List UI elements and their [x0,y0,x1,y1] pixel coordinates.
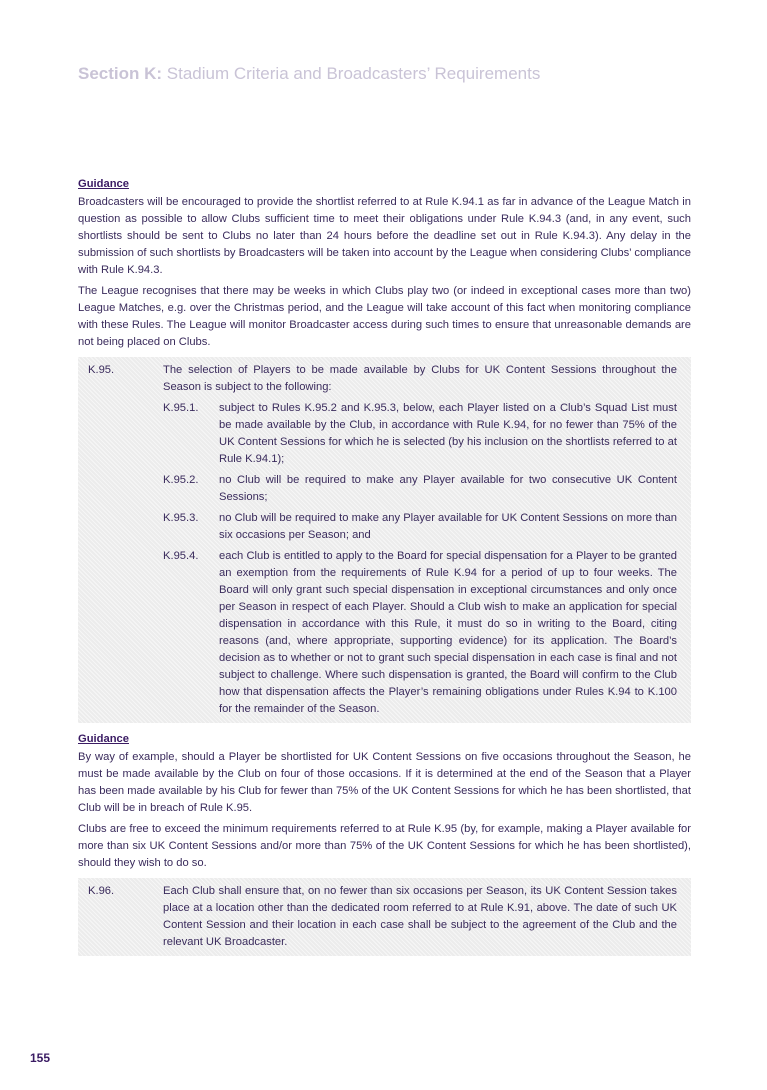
page-content [78,176,691,964]
subrule-number: K.95.1. [163,402,199,414]
rule-k95 [88,362,677,718]
subrule-number: K.95.4. [163,550,199,562]
subrule-k95-4 [163,548,677,718]
guidance-paragraph: The League recognises that there may be weeks in which Clubs play two (or indeed in exceptional cases more than two) League Matches, e.g. over the Christmas period, and the League will take account of this fact when monitoring compliance with these Rules. The League will monitor Broadcaster access during such times to ensure that unreasonable demands are not being placed on Clubs. [78,285,691,348]
guidance-paragraph: By way of example, should a Player be shortlisted for UK Content Sessions on five occasions throughout the Season, he must be made available by the Club on four of those occasions. If it is determined at the end of the Season that a Player has been made available by his Club for fewer than 75% of the UK Content Sessions for which he has been shortlisted, that Club will be in breach of Rule K.95. [78,751,691,814]
guidance-heading: Guidance [78,733,129,745]
subrule-k95-3 [163,510,677,544]
subrule-text: no Club will be required to make any Player available for two consecutive UK Content Sessions; [219,474,677,503]
page-number: 155 [30,1051,51,1065]
page-header [78,64,540,84]
rule-k96 [88,883,677,951]
rule-number: K.95. [88,364,115,376]
guidance-paragraph: Broadcasters will be encouraged to provide the shortlist referred to at Rule K.94.1 as far in advance of the League Match in question as possible to allow Clubs sufficient time to meet their obligations under Rule K.94.3 (and, in any event, such shortlists should be sent to Clubs no later than 24 hours before the deadline set out in Rule K.94.3). Any delay in the submission of such shortlists by Broadcasters will be taken into account by the League when considering Clubs’ compliance with Rule K.94.3. [78,196,691,276]
rule-text: The selection of Players to be made available by Clubs for UK Content Sessions throughout the Season is subject to the following: [163,364,677,393]
subrule-k95-1 [163,400,677,468]
rule-k96-box [78,878,691,956]
subrule-text: no Club will be required to make any Player available for UK Content Sessions on more than six occasions per Season; and [219,512,677,541]
guidance-block-1 [78,176,691,351]
subrule-number: K.95.2. [163,474,199,486]
subrule-k95-2 [163,472,677,506]
guidance-block-2 [78,731,691,872]
rule-text: Each Club shall ensure that, on no fewer than six occasions per Season, its UK Content Session takes place at a location other than the dedicated room referred to at Rule K.91, above. The date of such UK Content Session and their location in each case shall be subject to the agreement of the Club and the relevant UK Broadcaster. [163,885,677,948]
guidance-heading: Guidance [78,178,129,190]
section-label: Section K: [78,64,163,83]
subrule-text: each Club is entitled to apply to the Board for special dispensation for a Player to be granted an exemption from the requirements of Rule K.94 for a period of up to four weeks. The Board will only grant such special dispensation in exceptional circumstances and only once per Season in respect of each Player. Should a Club wish to make an application for special dispensation in accordance with this Rule, it must do so in writing to the Board, citing reasons (and, where appropriate, supporting evidence) for its application. The Board’s decision as to whether or not to grant such special dispensation in each case is final and not subject to challenge. Where such dispensation is granted, the Board will confirm to the Club how that dispensation affects the Player’s remaining obligations under Rules K.94 to K.100 for the remainder of the Season. [219,550,677,715]
rule-number: K.96. [88,885,115,897]
section-title: Stadium Criteria and Broadcasters’ Requirements [162,64,541,83]
subrule-number: K.95.3. [163,512,199,524]
rule-k95-box [78,357,691,723]
guidance-paragraph: Clubs are free to exceed the minimum requirements referred to at Rule K.95 (by, for example, making a Player available for more than six UK Content Sessions and/or more than 75% of the UK Content Sessions for which he has been shortlisted), should they wish to do so. [78,823,691,869]
rule-body [163,362,677,718]
subrule-text: subject to Rules K.95.2 and K.95.3, below, each Player listed on a Club’s Squad List must be made available by the Club, in accordance with Rule K.94, for no fewer than 75% of the UK Content Sessions for which he is selected (by his inclusion on the shortlists referred to at Rule K.94.1); [219,402,677,465]
